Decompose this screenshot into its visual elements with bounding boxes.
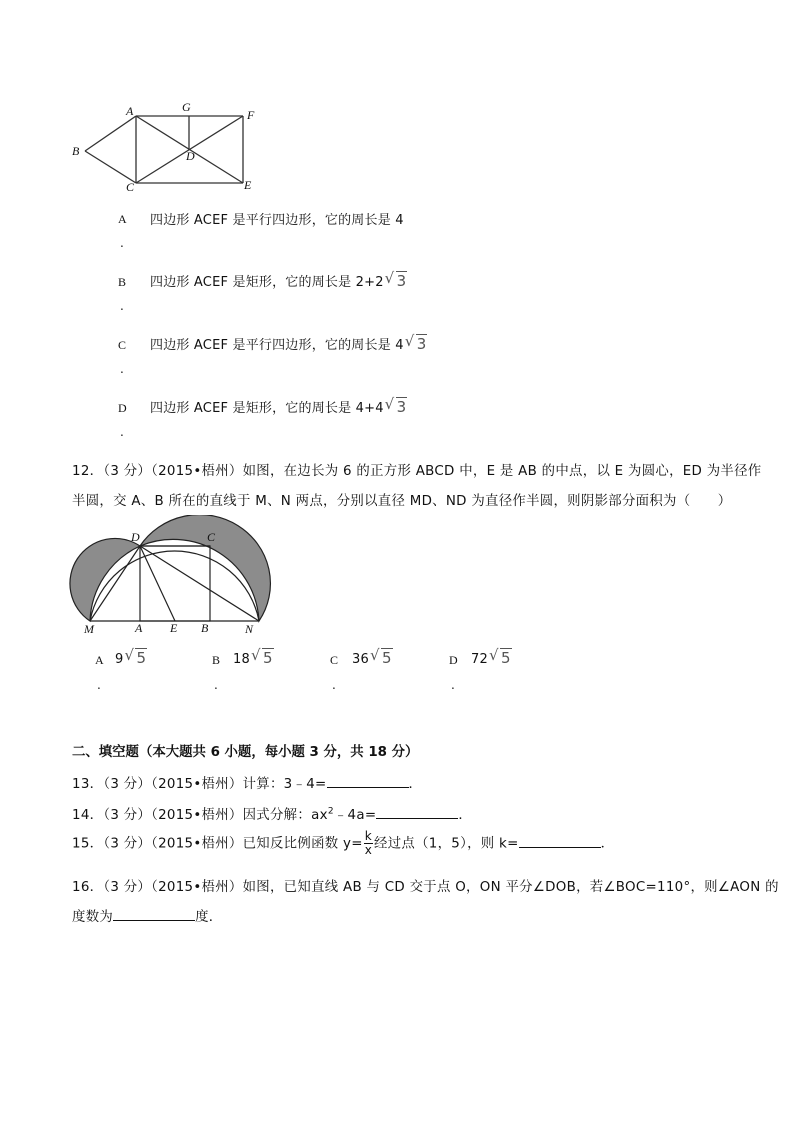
fig1-label-b: B bbox=[72, 144, 80, 158]
fraction-k-over-x bbox=[364, 830, 373, 857]
option-text bbox=[150, 271, 407, 290]
q14-end: ． bbox=[458, 808, 473, 823]
q15-end: ． bbox=[600, 836, 615, 852]
q14-text2: ﹣4a= bbox=[333, 808, 377, 823]
option-dot: . bbox=[120, 299, 124, 313]
option-coef: 9 bbox=[115, 652, 124, 667]
frac-numerator: k bbox=[364, 829, 373, 843]
fig2-label-c: C bbox=[207, 530, 216, 544]
section-heading: 二、填空题（本大题共 6 小题，每小题 3 分，共 18 分） bbox=[72, 745, 419, 760]
q14-line bbox=[72, 804, 472, 823]
fig1-segment-ba bbox=[85, 116, 136, 151]
option-text-main: 四边形 ACEF 是矩形，它的周长是 4+4 bbox=[150, 401, 384, 416]
radicand: 3 bbox=[396, 272, 407, 290]
option-text-main: 四边形 ACEF 是矩形，它的周长是 2+2 bbox=[150, 275, 384, 290]
option-letter: A bbox=[118, 212, 127, 226]
radicand: 5 bbox=[262, 649, 273, 667]
q14-answer-blank[interactable] bbox=[376, 806, 458, 819]
option-dot: . bbox=[120, 362, 124, 376]
fig1-label-c: C bbox=[126, 180, 135, 194]
radicand: 5 bbox=[381, 649, 392, 667]
option-dot: . bbox=[97, 678, 101, 692]
option-dot: . bbox=[332, 678, 336, 692]
fig2-label-m: M bbox=[84, 622, 94, 636]
sqrt-radical bbox=[385, 398, 408, 416]
option-text: 四边形 ACEF 是平行四边形，它的周长是 4 bbox=[150, 213, 404, 228]
fig2-label-d: D bbox=[131, 530, 140, 544]
sqrt-radical bbox=[489, 649, 512, 667]
q13-end: ． bbox=[408, 777, 423, 792]
option-letter: C bbox=[118, 338, 127, 352]
option-letter: A bbox=[95, 653, 104, 667]
option-dot: . bbox=[214, 678, 218, 692]
option-text bbox=[233, 649, 274, 667]
option-dot: . bbox=[120, 425, 124, 439]
option-text bbox=[352, 649, 393, 667]
q13-answer-blank[interactable] bbox=[327, 775, 409, 788]
fig2-label-a: A bbox=[135, 621, 143, 635]
fig2-label-n: N bbox=[245, 622, 254, 636]
frac-denominator: x bbox=[364, 843, 373, 857]
option-text bbox=[471, 649, 512, 667]
option-letter: B bbox=[118, 275, 127, 289]
q16-line1: 16．（3 分）（2015•梧州）如图，已知直线 AB 与 CD 交于点 O，ON 平分∠DOB，若∠BOC=110°，则∠AON 的 bbox=[72, 880, 779, 895]
option-text-main: 四边形 ACEF 是平行四边形，它的周长是 4 bbox=[150, 338, 404, 353]
q13-line bbox=[72, 773, 422, 792]
option-text bbox=[150, 334, 427, 353]
radicand: 3 bbox=[396, 398, 407, 416]
sqrt-radical bbox=[385, 272, 408, 290]
q12-stem-line2: 半圆，交 A、B 所在的直线于 M、N 两点，分别以直径 MD、ND 为直径作半圆，则阴影部分面积为（ ） bbox=[72, 494, 732, 509]
option-coef: 72 bbox=[471, 652, 488, 667]
option-coef: 18 bbox=[233, 652, 250, 667]
option-dot: . bbox=[451, 678, 455, 692]
fig1-label-a: A bbox=[126, 104, 134, 118]
q16-answer-blank[interactable] bbox=[113, 908, 195, 921]
fig1-label-d: D bbox=[186, 149, 195, 163]
fig1-label-e: E bbox=[244, 178, 252, 192]
q15-text2: 经过点（1，5），则 k= bbox=[374, 836, 519, 852]
sqrt-radical bbox=[405, 335, 428, 353]
option-text bbox=[150, 397, 407, 416]
option-letter: C bbox=[330, 653, 339, 667]
option-text bbox=[115, 649, 147, 667]
figure-acef bbox=[66, 98, 266, 198]
sqrt-radical bbox=[124, 649, 147, 667]
fig1-label-g: G bbox=[182, 100, 191, 114]
radicand: 5 bbox=[500, 649, 511, 667]
option-letter: B bbox=[212, 653, 221, 667]
fig2-label-b: B bbox=[201, 621, 209, 635]
option-letter: D bbox=[449, 653, 458, 667]
figure-semicircles bbox=[66, 515, 276, 625]
option-coef: 36 bbox=[352, 652, 369, 667]
q15-answer-blank[interactable] bbox=[519, 835, 601, 848]
q16-post: 度． bbox=[195, 910, 223, 925]
q16-line2 bbox=[72, 906, 222, 925]
sqrt-radical bbox=[251, 649, 274, 667]
q16-pre: 度数为 bbox=[72, 910, 114, 925]
option-letter: D bbox=[118, 401, 127, 415]
sqrt-radical bbox=[370, 649, 393, 667]
option-dot: . bbox=[120, 236, 124, 250]
fig1-segment-bc bbox=[85, 151, 136, 183]
q13-text: 13．（3 分）（2015•梧州）计算：3﹣4= bbox=[72, 777, 327, 792]
q14-exponent: 2 bbox=[327, 806, 334, 817]
q14-text: 14．（3 分）（2015•梧州）因式分解：ax bbox=[72, 808, 328, 823]
q12-stem-line1: 12．（3 分）（2015•梧州）如图，在边长为 6 的正方形 ABCD 中，E 是 AB 的中点，以 E 为圆心，ED 为半径作 bbox=[72, 464, 762, 479]
fig1-label-f: F bbox=[247, 108, 255, 122]
q15-text: 15．（3 分）（2015•梧州）已知反比例函数 y= bbox=[72, 836, 363, 852]
radicand: 5 bbox=[136, 649, 147, 667]
fig2-label-e: E bbox=[170, 621, 178, 635]
radicand: 3 bbox=[416, 335, 427, 353]
q15-line bbox=[72, 830, 614, 857]
